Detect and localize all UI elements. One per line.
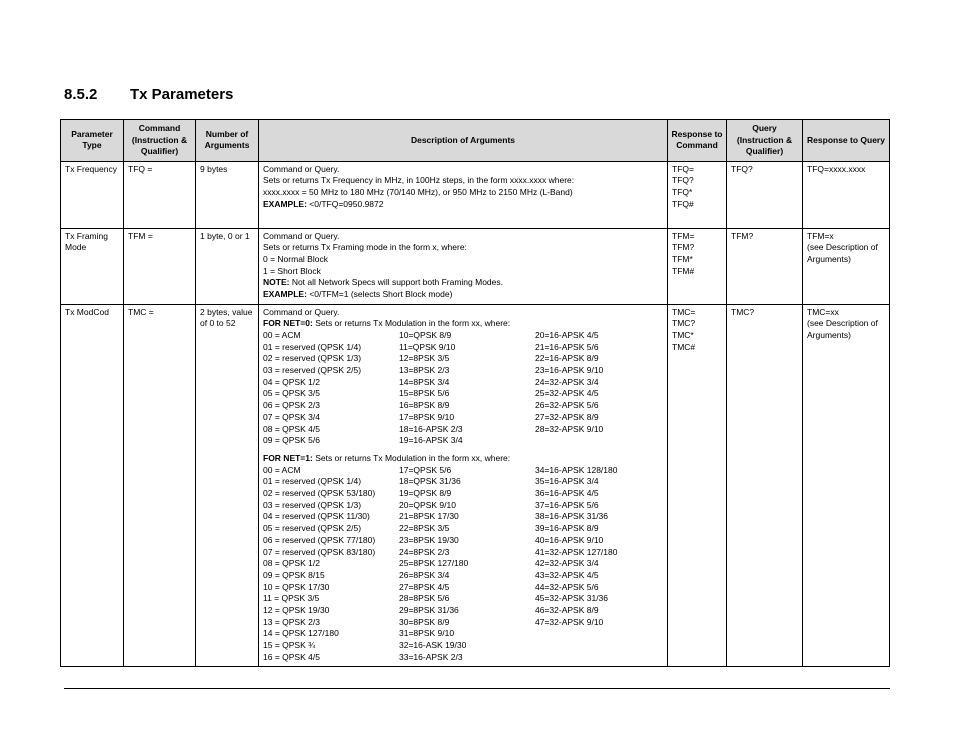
modcod-entry: 15=8PSK 5/6 (399, 388, 450, 399)
header-response-to-query: Response to Query (803, 120, 890, 162)
modcod-entry: 28=8PSK 5/6 (399, 593, 450, 604)
section-heading (64, 86, 233, 103)
query-cell: TMC? (727, 304, 803, 666)
modcod-entry: 16 = QPSK 4/5 (263, 651, 320, 662)
modcod-entry: 29=8PSK 31/36 (399, 605, 459, 616)
net1-label: FOR NET=1: (263, 452, 313, 463)
modcod-entry: 09 = QPSK 5/6 (263, 435, 320, 446)
modcod-entry: 04 = reserved (QPSK 11/30) (263, 511, 370, 522)
modcod-entry: 05 = reserved (QPSK 2/5) (263, 523, 362, 534)
response-line: TFM? (672, 242, 695, 253)
modcod-entry: 00 = ACM (263, 464, 301, 475)
response-line: TFM= (672, 230, 695, 241)
desc-line: Command or Query. (263, 230, 340, 241)
query-response-value: TMC=xx (807, 306, 839, 317)
net0-label: FOR NET=0: (263, 318, 313, 329)
modcod-entry: 44=32-APSK 5/6 (535, 581, 599, 592)
response-line: TMC? (672, 318, 696, 329)
net1-modcod-list (263, 465, 663, 664)
command-cell: TMC = (124, 304, 196, 666)
tx-parameters-table (60, 119, 890, 667)
header-number-of-arguments: Number of Arguments (196, 120, 259, 162)
response-line: TFQ# (672, 198, 694, 209)
modcod-entry: 04 = QPSK 1/2 (263, 376, 320, 387)
desc-line: xxxx.xxxx = 50 MHz to 180 MHz (70/140 MHz), or 950 MHz to 2150 MHz (L-Band) (263, 186, 573, 197)
modcod-entry: 06 = QPSK 2/3 (263, 400, 320, 411)
modcod-entry: 26=8PSK 3/4 (399, 569, 450, 580)
modcod-entry: 31=8PSK 9/10 (399, 628, 455, 639)
modcod-entry: 08 = QPSK 1/2 (263, 558, 320, 569)
modcod-entry: 22=16-APSK 8/9 (535, 353, 599, 364)
modcod-entry (535, 640, 655, 652)
modcod-entry: 02 = reserved (QPSK 1/3) (263, 353, 362, 364)
arguments-cell: 1 byte, 0 or 1 (196, 228, 259, 304)
modcod-entry: 21=8PSK 17/30 (399, 511, 459, 522)
net1-text: Sets or returns Tx Modulation in the form xx, where: (312, 452, 511, 463)
note-line (263, 277, 663, 289)
modcod-entry: 30=8PSK 8/9 (399, 616, 450, 627)
modcod-entry: 42=32-APSK 3/4 (535, 558, 599, 569)
modcod-entry: 18=QPSK 31/36 (399, 476, 461, 487)
modcod-entry: 27=32-APSK 8/9 (535, 411, 599, 422)
modcod-entry: 12=8PSK 3/5 (399, 353, 450, 364)
modcod-entry: 22=8PSK 3/5 (399, 523, 450, 534)
modcod-entry: 28=32-APSK 9/10 (535, 423, 604, 434)
param-cell: Tx Framing Mode (61, 228, 124, 304)
modcod-entry: 32=16-ASK 19/30 (399, 640, 467, 651)
description-cell (259, 228, 668, 304)
modcod-entry: 40=16-APSK 9/10 (535, 534, 604, 545)
command-cell: TFQ = (124, 161, 196, 228)
desc-line: Command or Query. (263, 163, 340, 174)
modcod-entry: 19=QPSK 8/9 (399, 488, 452, 499)
modcod-entry: 07 = reserved (QPSK 83/180) (263, 546, 376, 557)
description-cell (259, 161, 668, 228)
arguments-cell: 2 bytes, value of 0 to 52 (196, 304, 259, 666)
modcod-entry: 09 = QPSK 8/15 (263, 569, 325, 580)
modcod-entry: 24=32-APSK 3/4 (535, 376, 599, 387)
section-title: Tx Parameters (130, 86, 234, 103)
example-text: <0/TFQ=0950.9872 (306, 198, 384, 209)
header-parameter-type: Parameter Type (61, 120, 124, 162)
query-cell: TFQ? (727, 161, 803, 228)
modcod-entry: 46=32-APSK 8/9 (535, 605, 599, 616)
modcod-entry: 20=16-APSK 4/5 (535, 329, 599, 340)
example-line (263, 199, 663, 211)
table-row (61, 228, 890, 304)
desc-line: Sets or returns Tx Framing mode in the form x, where: (263, 242, 467, 253)
modcod-entry: 38=16-APSK 31/36 (535, 511, 609, 522)
footer-rule (64, 688, 890, 689)
modcod-entry: 23=8PSK 19/30 (399, 534, 459, 545)
modcod-entry: 18=16-APSK 2/3 (399, 423, 463, 434)
response-line: TMC* (672, 329, 694, 340)
query-response-cell: TFQ=xxxx.xxxx (803, 161, 890, 228)
modcod-entry: 45=32-APSK 31/36 (535, 593, 609, 604)
query-response-note: (see Description of Arguments) (807, 318, 878, 340)
example-line (263, 289, 663, 301)
arguments-cell: 9 bytes (196, 161, 259, 228)
section-number: 8.5.2 (64, 86, 98, 103)
desc-line: Sets or returns Tx Frequency in MHz, in 100Hz steps, in the form xxxx.xxxx where: (263, 175, 575, 186)
modcod-entry: 26=32-APSK 5/6 (535, 400, 599, 411)
response-cell (668, 228, 727, 304)
modcod-entry: 36=16-APSK 4/5 (535, 488, 599, 499)
response-line: TMC# (672, 341, 696, 352)
modcod-entry: 13=8PSK 2/3 (399, 365, 450, 376)
header-response-to-command: Response to Command (668, 120, 727, 162)
modcod-entry: 06 = reserved (QPSK 77/180) (263, 534, 376, 545)
query-response-cell (803, 228, 890, 304)
modcod-entry: 01 = reserved (QPSK 1/4) (263, 341, 362, 352)
header-description: Description of Arguments (259, 120, 668, 162)
header-query: Query (Instruction & Qualifier) (727, 120, 803, 162)
modcod-entry: 41=32-APSK 127/180 (535, 546, 618, 557)
modcod-entry: 19=16-APSK 3/4 (399, 435, 463, 446)
query-response-value: TFM=x (807, 230, 834, 241)
modcod-entry: 10 = QPSK 17/30 (263, 581, 330, 592)
modcod-entry: 20=QPSK 9/10 (399, 499, 456, 510)
modcod-entry: 00 = ACM (263, 329, 301, 340)
modcod-entry: 21=16-APSK 5/6 (535, 341, 599, 352)
modcod-entry: 17=8PSK 9/10 (399, 411, 455, 422)
modcod-entry: 03 = reserved (QPSK 1/3) (263, 499, 362, 510)
modcod-entry: 11 = QPSK 3/5 (263, 593, 320, 604)
modcod-entry: 01 = reserved (QPSK 1/4) (263, 476, 362, 487)
net0-text: Sets or returns Tx Modulation in the form xx, where: (312, 318, 511, 329)
modcod-entry: 05 = QPSK 3/5 (263, 388, 320, 399)
query-response-note: (see Description of Arguments) (807, 242, 878, 264)
modcod-entry: 34=16-APSK 128/180 (535, 464, 618, 475)
modcod-entry: 07 = QPSK 3/4 (263, 411, 320, 422)
modcod-entry (535, 435, 655, 447)
modcod-entry: 47=32-APSK 9/10 (535, 616, 604, 627)
param-cell: Tx ModCod (61, 304, 124, 666)
net0-modcod-list (263, 330, 663, 447)
modcod-entry: 11=QPSK 9/10 (399, 341, 456, 352)
modcod-entry: 25=32-APSK 4/5 (535, 388, 599, 399)
modcod-entry: 02 = reserved (QPSK 53/180) (263, 488, 376, 499)
modcod-entry: 23=16-APSK 9/10 (535, 365, 604, 376)
response-line: TFM# (672, 265, 695, 276)
query-response-cell (803, 304, 890, 666)
example-label: EXAMPLE: (263, 198, 307, 209)
param-cell: Tx Frequency (61, 161, 124, 228)
net1-line (263, 453, 663, 465)
modcod-entry: 14=8PSK 3/4 (399, 376, 450, 387)
response-cell (668, 304, 727, 666)
desc-line: Command or Query. (263, 306, 340, 317)
desc-line: 0 = Normal Block (263, 253, 328, 264)
modcod-entry (535, 652, 655, 664)
table-header-row (61, 120, 890, 162)
net0-line (263, 318, 663, 330)
modcod-entry: 17=QPSK 5/6 (399, 464, 452, 475)
modcod-entry: 13 = QPSK 2/3 (263, 616, 320, 627)
modcod-entry: 24=8PSK 2/3 (399, 546, 450, 557)
modcod-entry (535, 628, 655, 640)
command-cell: TFM = (124, 228, 196, 304)
modcod-entry: 35=16-APSK 3/4 (535, 476, 599, 487)
header-command: Command (Instruction & Qualifier) (124, 120, 196, 162)
desc-line: 1 = Short Block (263, 265, 321, 276)
modcod-entry: 10=QPSK 8/9 (399, 329, 452, 340)
note-label: NOTE: (263, 277, 290, 288)
example-text: <0/TFM=1 (selects Short Block mode) (306, 289, 453, 300)
modcod-entry: 12 = QPSK 19/30 (263, 605, 330, 616)
table-row (61, 304, 890, 666)
modcod-entry: 33=16-APSK 2/3 (399, 651, 463, 662)
modcod-entry: 08 = QPSK 4/5 (263, 423, 320, 434)
modcod-entry: 27=8PSK 4/5 (399, 581, 450, 592)
modcod-entry: 43=32-APSK 4/5 (535, 569, 599, 580)
response-line: TFQ* (672, 186, 693, 197)
response-line: TFM* (672, 253, 693, 264)
modcod-entry: 39=16-APSK 8/9 (535, 523, 599, 534)
table-row (61, 161, 890, 228)
modcod-entry: 14 = QPSK 127/180 (263, 628, 339, 639)
response-line: TFQ? (672, 175, 694, 186)
example-label: EXAMPLE: (263, 289, 307, 300)
modcod-entry: 25=8PSK 127/180 (399, 558, 469, 569)
modcod-entry: 03 = reserved (QPSK 2/5) (263, 365, 362, 376)
modcod-entry: 16=8PSK 8/9 (399, 400, 450, 411)
response-line: TFQ= (672, 163, 694, 174)
description-cell (259, 304, 668, 666)
response-line: TMC= (672, 306, 696, 317)
response-cell (668, 161, 727, 228)
note-text: Not all Network Specs will support both Framing Modes. (289, 277, 503, 288)
query-cell: TFM? (727, 228, 803, 304)
modcod-entry: 37=16-APSK 5/6 (535, 499, 599, 510)
modcod-entry: 15 = QPSK ¾ (263, 640, 316, 651)
